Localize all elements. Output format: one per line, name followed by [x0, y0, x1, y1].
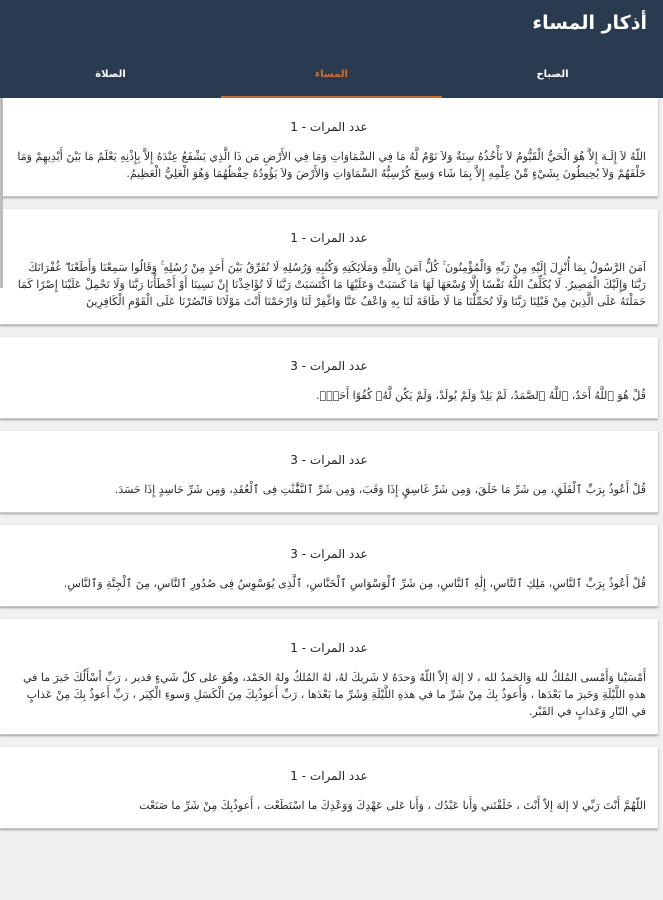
zikr-card[interactable]	[0, 337, 658, 419]
repeat-count: عدد المرات - 3	[290, 359, 368, 373]
tab-prayer[interactable]: الصلاة	[95, 68, 126, 80]
repeat-count: عدد المرات - 3	[290, 547, 368, 561]
tab-morning[interactable]: الصباح	[536, 68, 569, 80]
zikr-text: آمَنَ الرَّسُولُ بِمَا أُنْزِلَ إِلَيْهِ مِنْ رَبِّهِ وَالْمُؤْمِنُونَ ۚ كُلٌّ آمَنَ بِاللَّهِ وَمَلَائِكَتِهِ وَكُتُبِهِ وَرُسُلِهِ لَا نُفَرِّقُ بَيْنَ أَحَدٍ مِنْ رُسُلِهِ ۚ وَقَالُوا سَمِعْنَا وَأَطَعْنَا ۖ غُفْرَانَكَ رَبَّنَا وَإِلَيْكَ الْمَصِيرُ. لَا يُكَلِّفُ اللَّهُ نَفْسًا إِلَّا وُسْعَهَا لَهَا مَا كَسَبَتْ وَعَلَيْهَا مَا اكْتَسَبَتْ رَبَّنَا لَا تُؤَاخِذْنَا إِنْ نَسِينَا أَوْ أَخْطَأْنَا رَبَّنَا وَلَا تَحْمِلْ عَلَيْنَا إِصْرًا كَمَا حَمَلْتَهُ عَلَى الَّذِينَ مِنْ قَبْلِنَا رَبَّنَا وَلَا تُحَمِّلْنَا مَا لَا طَاقَةَ لَنَا بِهِ وَاعْفُ عَنَّا وَاغْفِرْ لَنَا وَارْحَمْنَا أَنْتَ مَوْلَانَا فَانْصُرْنَا عَلَى الْقَوْمِ الْكَافِرِينَ	[17, 261, 646, 308]
zikr-text: قُلْ أَعُوذُ بِرَبِّ ٱلنَّاسِ، مَلِكِ ٱلنَّاسِ، إِلَٰهِ ٱلنَّاسِ، مِن شَرِّ ٱلْوَسْوَاسِ ٱلْخَنَّاسِ، ٱلَّذِى يُوَسْوِسُ فِى صُدُورِ ٱلنَّاسِ، مِنَ ٱلْجِنَّةِ وَٱلنَّاسِ.	[63, 577, 646, 590]
zikr-card[interactable]	[0, 98, 658, 197]
scroll-indicator[interactable]	[0, 98, 3, 288]
repeat-count: عدد المرات - 1	[290, 641, 368, 655]
repeat-count: عدد المرات - 3	[290, 453, 368, 467]
zikr-card[interactable]	[0, 619, 658, 735]
zikr-text: قُلْ أَعُوذُ بِرَبِّ ٱلْفَلَقِ، مِن شَرِّ مَا خَلَقَ، وَمِن شَرِّ غَاسِقٍ إِذَا وَقَبَ، وَمِن شَرِّ ٱلنَّفَّٰثَٰتِ فِى ٱلْعُقَدِ، وَمِن شَرِّ حَاسِدٍ إِذَا حَسَدَ.	[114, 483, 646, 496]
app-bar	[0, 0, 663, 98]
repeat-count: عدد المرات - 1	[290, 769, 368, 783]
zikr-card[interactable]	[0, 747, 658, 829]
repeat-count: عدد المرات - 1	[290, 120, 368, 134]
zikr-text: أَمْسَيْنا وَأَمْسى المُلكُ لله وَالحَمدُ لله ، لا إلهَ إلاّ اللّهُ وَحدَهُ لا شَريكَ لهُ، لهُ المُلكُ ولهُ الحَمْد، وهُوَ على كلّ شَيءٍ قدير ، رَبِّ أسْأَلُكَ خَيرَ ما في هذهِ اللَّيْلَةِ وَخَيرَ ما بَعْدَها ، وَأَعوذُ بِكَ مِنْ شَرِّ ما في هذهِ اللَّيْلَةِ وَشَرِّ ما بَعْدَها ، رَبِّ أَعوذُبِكَ مِنَ الْكَسَلِ وَسوءِ الْكِبَر ، رَبِّ أَعوذُ بِكَ مِنْ عَذابٍ في النّارِ وَعَذابٍ في القَبْر.	[22, 671, 646, 718]
zikr-card[interactable]	[0, 525, 658, 607]
tab-bar	[0, 50, 663, 98]
zikr-text: قُلْ هُوَ ٱللَّهُ أَحَدٌ، ٱللَّهُ ٱلصَّمَدُ، لَمْ يَلِدْ وَلَمْ يُولَدْ، وَلَمْ يَكُن لَّهُۥ كُفُوًا أَحَدٌۢ.	[316, 389, 646, 402]
zikr-text: اللّهُمَّ أَنْتَ رَبِّي لا إلهَ إلاّ أَنْتَ ، خَلَقْتَني وَأَنا عَبْدُك ، وَأَنا عَلى عَهْدِكَ وَوَعْدِكَ ما اسْتَطَعْت ، أَعوذُبِكَ مِنْ شَرِّ ما صَنَعْت	[139, 799, 646, 812]
azkar-list[interactable]	[0, 98, 663, 900]
tab-evening[interactable]: المساء	[221, 50, 442, 98]
zikr-card[interactable]	[0, 209, 658, 325]
page-title: أذكار المساء	[532, 12, 647, 34]
zikr-card[interactable]	[0, 431, 658, 513]
zikr-text: اللّهُ لاَ إِلَـهَ إِلاَّ هُوَ الْحَيُّ الْقَيُّومُ لاَ تَأْخُذُهُ سِنَةٌ وَلاَ نَوْمٌ لَّهُ مَا فِي السَّمَاوَاتِ وَمَا فِي الأَرْضِ مَن ذَا الَّذِي يَشْفَعُ عِنْدَهُ إِلاَّ بِإِذْنِهِ يَعْلَمُ مَا بَيْنَ أَيْدِيهِمْ وَمَا خَلْفَهُمْ وَلاَ يُحِيطُونَ بِشَيْءٍ مِّنْ عِلْمِهِ إِلاَّ بِمَا شَاء وَسِعَ كُرْسِيُّهُ السَّمَاوَاتِ وَالأَرْضَ وَلاَ يَؤُودُهُ حِفْظُهُمَا وَهُوَ الْعَلِيُّ الْعَظِيمُ.	[17, 150, 646, 180]
repeat-count: عدد المرات - 1	[290, 231, 368, 245]
